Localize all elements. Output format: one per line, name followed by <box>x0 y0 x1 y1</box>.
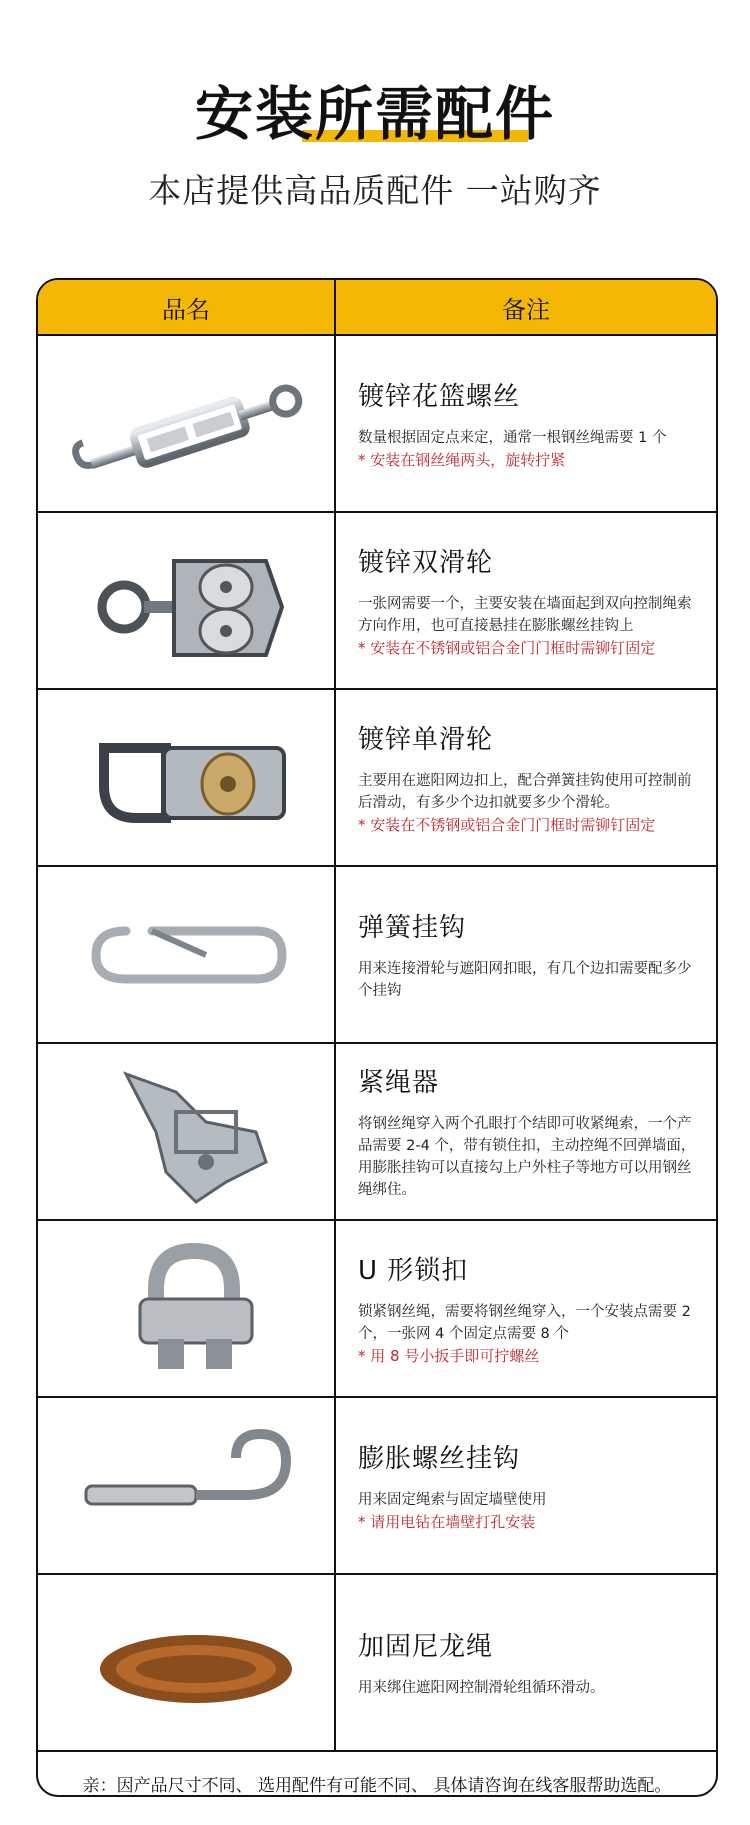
product-info <box>336 336 716 511</box>
product-desc: 将钢丝绳穿入两个孔眼打个结即可收紧绳索，一个产品需要 2-4 个，带有锁住扣，主动控绳不回弹墙面，用膨胀挂钩可以直接勾上户外柱子等地方可以用钢丝绳绑住。 <box>358 1116 696 1198</box>
table-row <box>38 513 716 690</box>
page-title <box>195 78 555 150</box>
product-info <box>336 1398 716 1573</box>
product-image <box>38 513 336 688</box>
product-desc: 锁紧钢丝绳，需要将钢丝绳穿入，一个安装点需要 2 个，一张网 4 个固定点需要 8 个 <box>358 1304 691 1342</box>
column-header-name: 品名 <box>38 280 336 334</box>
table-row <box>38 1398 716 1575</box>
product-desc: 数量根据固定点来定，通常一根钢丝绳需要 1 个 <box>358 430 667 446</box>
product-note: * 请用电钻在墙壁打孔安装 <box>358 1513 536 1531</box>
product-desc: 主要用在遮阳网边扣上，配合弹簧挂钩使用可控制前后滑动，有多少个边扣就要多少个滑轮。 <box>358 773 692 811</box>
table-header <box>38 280 716 336</box>
carabiner-icon <box>56 875 316 1035</box>
table-row <box>38 1221 716 1398</box>
page-subtitle: 本店提供高品质配件 一站购齐 <box>148 171 602 210</box>
product-image <box>38 867 336 1042</box>
product-name: 弹簧挂钩 <box>358 913 467 943</box>
product-desc: 用来固定绳索与固定墙壁使用 <box>358 1492 547 1508</box>
product-note: * 安装在钢丝绳两头，旋转拧紧 <box>358 451 566 469</box>
product-info <box>336 1221 716 1396</box>
product-image <box>38 1398 336 1573</box>
table-row <box>38 690 716 867</box>
page-title-text: 安装所需配件 <box>194 80 555 148</box>
product-desc: 用来绑住遮阳网控制滑轮组循环滑动。 <box>358 1680 605 1696</box>
product-name: 膨胀螺丝挂钩 <box>358 1444 521 1474</box>
rope-tensioner-icon <box>56 1052 316 1212</box>
expansion-hook-icon <box>56 1406 316 1566</box>
product-name: 紧绳器 <box>358 1068 440 1098</box>
table-row <box>38 1044 716 1221</box>
accessories-table <box>36 278 718 1797</box>
double-pulley-icon <box>56 521 316 681</box>
product-image <box>38 690 336 865</box>
product-note: * 安装在不锈钢或铝合金门门框时需铆钉固定 <box>358 639 656 657</box>
product-note: * 安装在不锈钢或铝合金门门框时需铆钉固定 <box>358 816 656 834</box>
product-info <box>336 1575 716 1750</box>
table-row <box>38 1575 716 1752</box>
product-info <box>336 867 716 1042</box>
table-row <box>38 867 716 1044</box>
product-note: * 用 8 号小扳手即可拧螺丝 <box>358 1347 540 1365</box>
nylon-rope-icon <box>56 1583 316 1743</box>
product-name: U 形锁扣 <box>358 1256 469 1286</box>
column-header-note: 备注 <box>502 295 550 324</box>
product-desc: 用来连接滑轮与遮阳网扣眼，有几个边扣需要配多少个挂钩 <box>358 961 692 999</box>
product-name: 镀锌单滑轮 <box>358 725 494 755</box>
product-image <box>38 1221 336 1396</box>
product-name: 镀锌双滑轮 <box>358 548 494 578</box>
product-info <box>336 690 716 865</box>
product-image <box>38 336 336 511</box>
product-desc: 一张网需要一个，主要安装在墙面起到双向控制绳索方向作用，也可直接悬挂在膨胀螺丝挂钩上 <box>358 596 692 634</box>
footer-note: 亲：因产品尺寸不同、 选用配件有可能不同、 具体请咨询在线客服帮助选配。 <box>82 1775 672 1796</box>
header <box>0 78 750 150</box>
product-name: 镀锌花篮螺丝 <box>358 382 521 412</box>
product-image <box>38 1044 336 1219</box>
product-image <box>38 1575 336 1750</box>
single-pulley-icon <box>56 698 316 858</box>
u-clamp-icon <box>56 1229 316 1389</box>
product-info <box>336 1044 716 1219</box>
product-name: 加固尼龙绳 <box>358 1632 494 1662</box>
table-row <box>38 336 716 513</box>
product-info <box>336 513 716 688</box>
turnbuckle-icon <box>56 344 316 504</box>
